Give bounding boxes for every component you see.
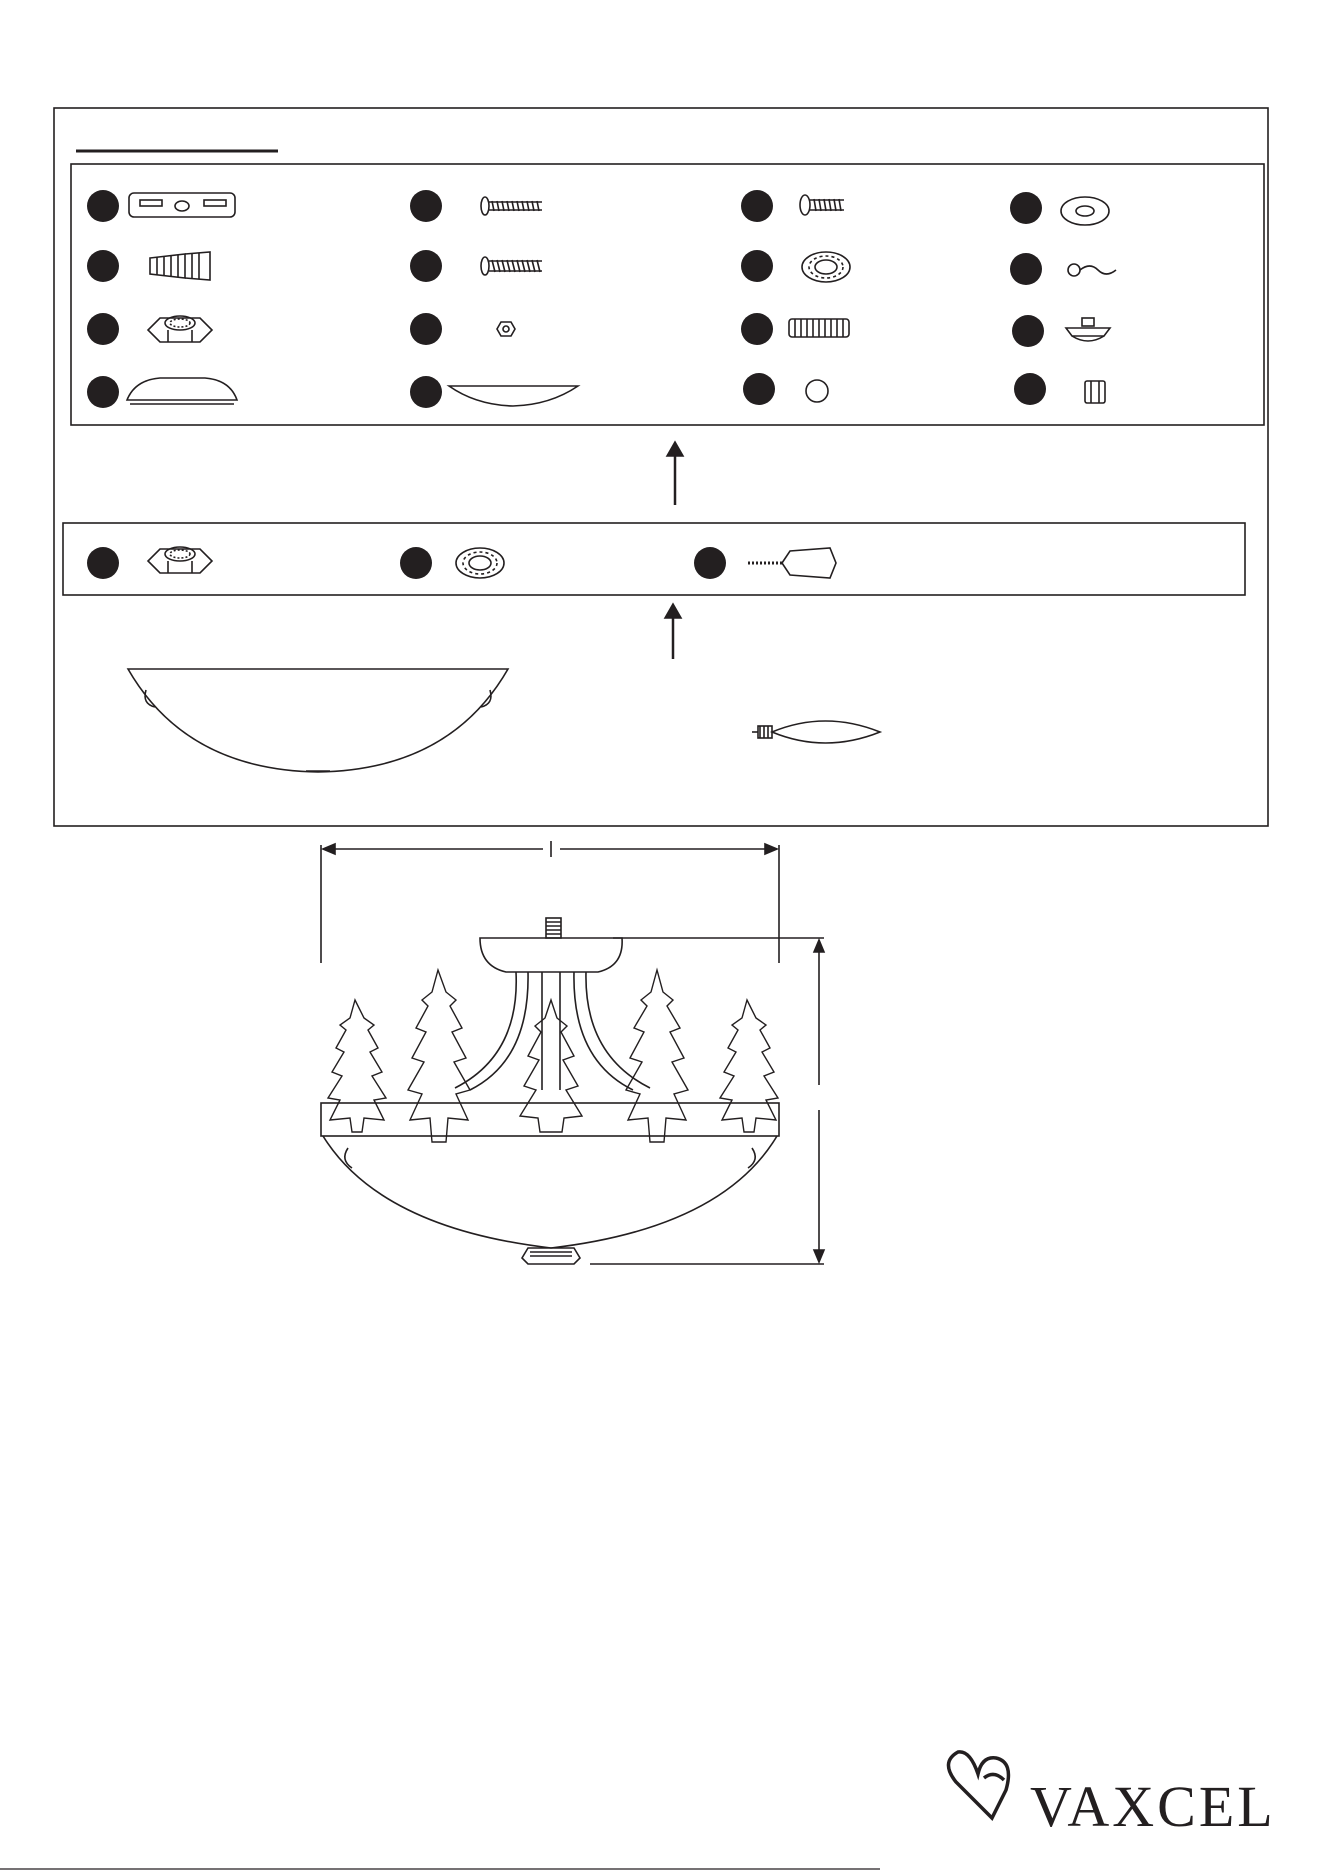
screw-threaded-icon xyxy=(481,257,542,275)
assembled-fixture xyxy=(321,918,779,1264)
glass-plate-icon xyxy=(449,386,578,406)
hex-nut-icon-2 xyxy=(148,547,212,573)
pull-chain-icon xyxy=(748,548,836,578)
small-nut-icon xyxy=(497,322,515,336)
lock-washer-icon xyxy=(802,252,850,282)
finial-cap-icon xyxy=(1066,318,1110,341)
bulb-icon xyxy=(752,721,880,743)
screw-short-icon xyxy=(800,195,844,215)
arrow-up-icon xyxy=(667,442,683,505)
hex-nut-icon xyxy=(148,316,212,342)
wire-connector-icon xyxy=(150,252,210,280)
secondary-badges xyxy=(87,547,726,579)
ball-icon xyxy=(806,380,828,402)
brand-wordmark: VAXCEL xyxy=(1030,1774,1276,1839)
coupling-icon xyxy=(1085,381,1105,403)
height-dimension xyxy=(590,938,824,1264)
arrow-up-icon-2 xyxy=(665,604,681,659)
lock-washer-icon-2 xyxy=(456,548,504,578)
tree-silhouettes xyxy=(328,970,778,1142)
screw-long-icon xyxy=(481,197,542,215)
secondary-panel xyxy=(63,523,1245,595)
threaded-nipple-icon xyxy=(789,319,849,337)
width-dimension xyxy=(321,841,779,963)
pull-ring-icon xyxy=(1068,264,1116,276)
vaxcel-heart-logo xyxy=(948,1752,1008,1818)
glass-bowl-icon xyxy=(128,669,508,772)
canopy-icon xyxy=(127,378,237,404)
part-badges xyxy=(87,190,1046,408)
mounting-strap-icon xyxy=(129,193,235,217)
washer-icon xyxy=(1061,197,1109,225)
